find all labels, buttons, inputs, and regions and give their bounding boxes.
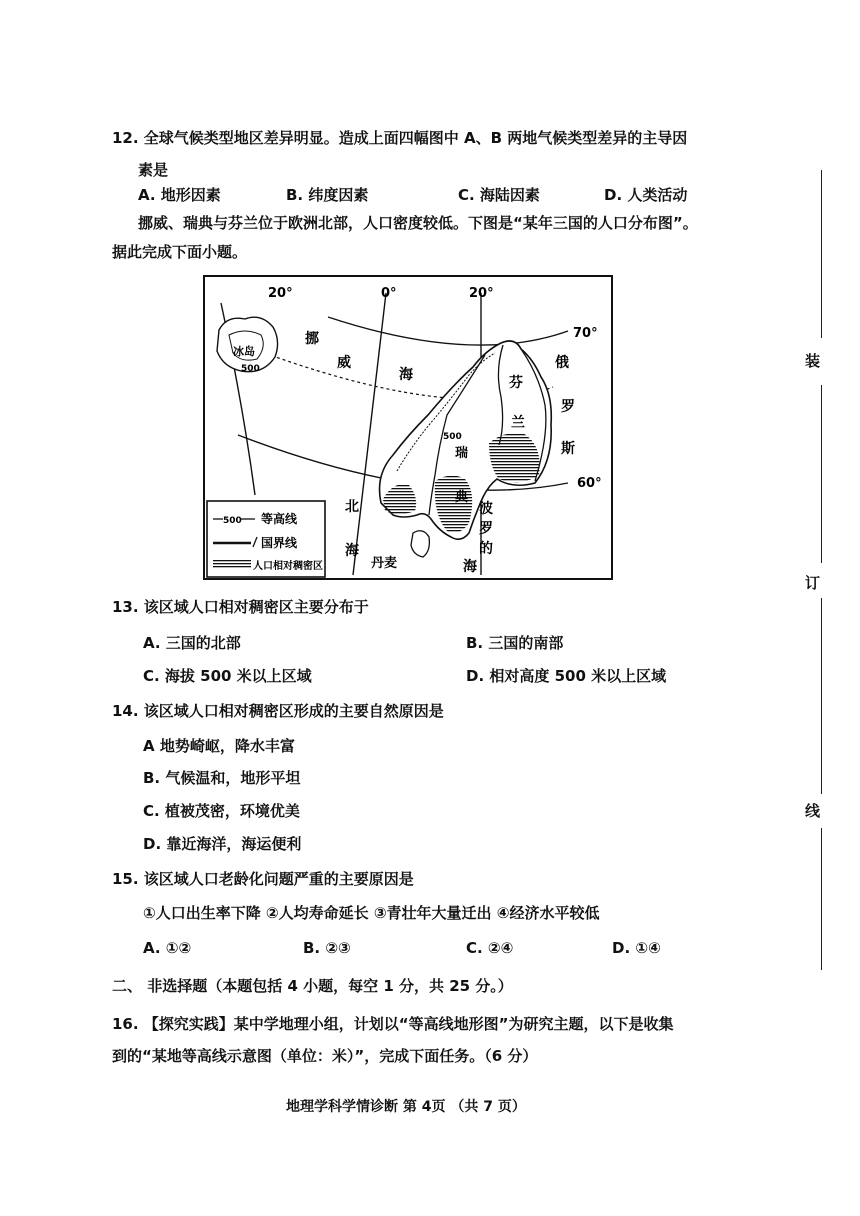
label-lat-60: 60° xyxy=(577,476,602,491)
q14-stem: 14. 该区域人口相对稠密区形成的主要自然原因是 xyxy=(112,702,444,720)
intro-line2: 据此完成下面小题。 xyxy=(112,243,248,261)
q12-option-b: B. 纬度因素 xyxy=(286,186,369,204)
population-distribution-map xyxy=(203,275,613,580)
binding-char-ding: 订 xyxy=(805,574,821,592)
q15-option-d: D. ①④ xyxy=(612,939,661,957)
q15-option-c: C. ②④ xyxy=(466,939,514,957)
legend-border-label: 国界线 xyxy=(261,536,298,550)
label-sweden-2: 典 xyxy=(455,490,469,505)
label-norway-2: 威 xyxy=(337,355,351,371)
label-lon-20w: 20° xyxy=(268,286,293,301)
q14-option-a: A 地势崎岖，降水丰富 xyxy=(143,737,295,755)
q12-stem-line2: 素是 xyxy=(138,161,169,179)
q16-line1: 16. 【探究实践】某中学地理小组，计划以“等高线地形图”为研究主题，以下是收集 xyxy=(112,1015,674,1033)
map-legend xyxy=(207,501,325,577)
binding-char-xian: 线 xyxy=(805,802,821,820)
label-lon-20e: 20° xyxy=(469,286,494,301)
label-russia-1: 俄 xyxy=(555,355,569,371)
label-iceland: 冰岛 xyxy=(233,345,255,358)
binding-line-mid2 xyxy=(821,598,822,794)
label-russia-3: 斯 xyxy=(561,441,575,457)
q16-line2: 到的“某地等高线示意图（单位：米）”，完成下面任务。（6 分） xyxy=(112,1047,538,1065)
label-finland-2: 兰 xyxy=(511,415,525,431)
binding-line-bottom xyxy=(821,828,822,970)
q15-items: ①人口出生率下降 ②人均寿命延长 ③青壮年大量迁出 ④经济水平较低 xyxy=(143,904,600,922)
binding-line-top xyxy=(821,170,822,338)
label-finland-1: 芬 xyxy=(509,375,523,391)
q12-option-d: D. 人类活动 xyxy=(604,186,688,204)
q13-option-c: C. 海拔 500 米以上区域 xyxy=(143,667,312,685)
q14-option-d: D. 靠近海洋，海运便利 xyxy=(143,835,302,853)
q12-option-a: A. 地形因素 xyxy=(138,186,221,204)
section2-heading: 二、 非选择题（本题包括 4 小题，每空 1 分，共 25 分。） xyxy=(112,977,513,995)
q15-option-b: B. ②③ xyxy=(303,939,351,957)
legend-contour-value: 500 xyxy=(223,516,242,526)
binding-line-mid1 xyxy=(821,385,822,563)
label-russia-2: 罗 xyxy=(561,399,575,415)
legend-contour-label: 等高线 xyxy=(261,512,298,526)
q15-option-a: A. ①② xyxy=(143,939,192,957)
q12-stem-line1: 12. 全球气候类型地区差异明显。造成上面四幅图中 A、B 两地气候类型差异的主导因 xyxy=(112,129,688,147)
q15-stem: 15. 该区域人口老龄化问题严重的主要原因是 xyxy=(112,870,414,888)
q13-option-a: A. 三国的北部 xyxy=(143,634,241,652)
q14-option-c: C. 植被茂密，环境优美 xyxy=(143,802,300,820)
label-contour-500-scand: 500 xyxy=(443,432,462,442)
q13-stem: 13. 该区域人口相对稠密区主要分布于 xyxy=(112,598,369,616)
label-baltic-4: 海 xyxy=(463,559,477,575)
legend-dense-label: 人口相对稠密区 xyxy=(253,561,323,572)
label-norway-1: 挪 xyxy=(305,331,319,347)
label-baltic-2: 罗 xyxy=(479,521,493,537)
label-denmark: 丹麦 xyxy=(371,556,398,571)
page-footer: 地理学科学情诊断 第 4页 （共 7 页） xyxy=(286,1099,526,1115)
label-baltic-3: 的 xyxy=(479,541,493,557)
label-sea: 海 xyxy=(399,367,413,383)
label-baltic-1: 波 xyxy=(479,501,493,517)
label-lat-70: 70° xyxy=(573,326,598,341)
label-lon-0: 0° xyxy=(381,286,397,301)
q13-option-d: D. 相对高度 500 米以上区域 xyxy=(466,667,667,685)
intro-line1: 挪威、瑞典与芬兰位于欧洲北部，人口密度较低。下图是“某年三国的人口分布图”。 xyxy=(138,214,698,232)
label-sweden-1: 瑞 xyxy=(455,446,469,461)
q12-option-c: C. 海陆因素 xyxy=(458,186,540,204)
label-contour-500-iceland: 500 xyxy=(241,364,260,374)
q13-option-b: B. 三国的南部 xyxy=(466,634,564,652)
label-north-sea-1: 北 xyxy=(345,499,359,515)
label-north-sea-2: 海 xyxy=(345,543,359,559)
q14-option-b: B. 气候温和，地形平坦 xyxy=(143,769,301,787)
binding-char-zhuang: 装 xyxy=(805,352,821,370)
